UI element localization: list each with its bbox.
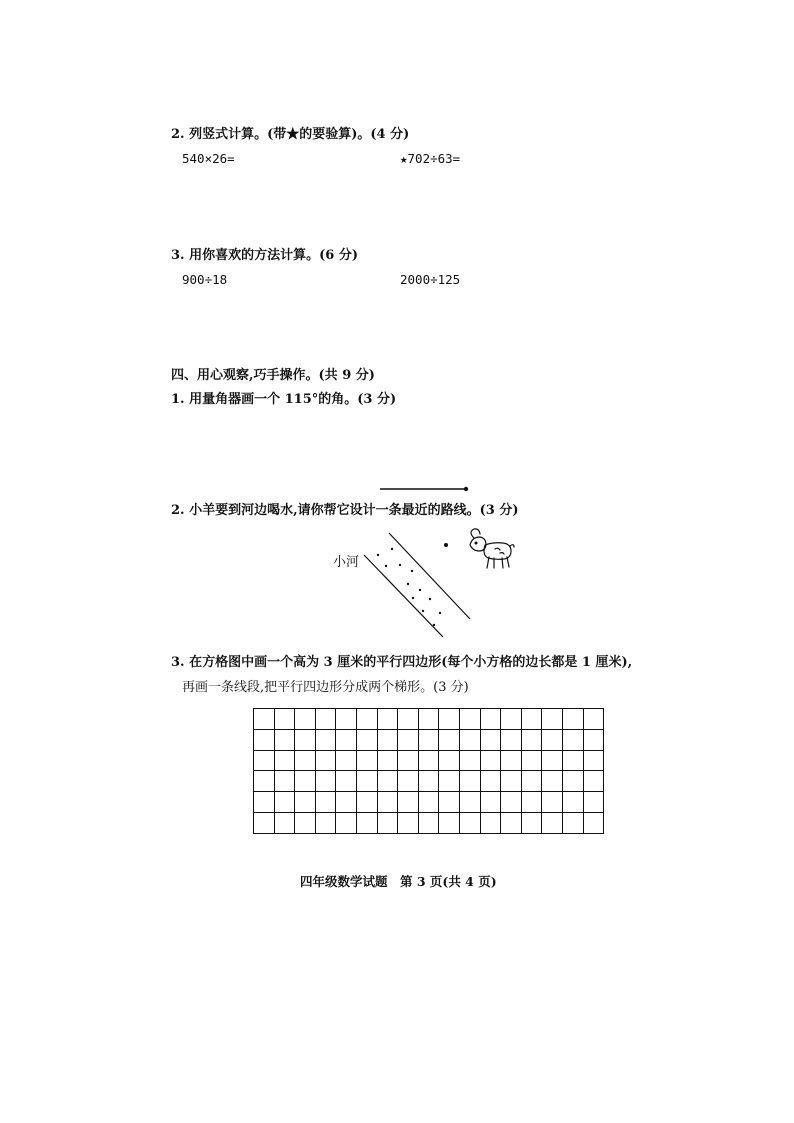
grid-row — [254, 750, 604, 771]
q3-grid-title-line-2: 再画一条线段,把平行四边形分成两个梯形。(3 分) — [182, 680, 469, 695]
grid-cell — [439, 771, 460, 792]
grid-cell — [583, 709, 604, 730]
grid-cell — [315, 750, 336, 771]
grid-cell — [501, 709, 522, 730]
grid-cell — [356, 750, 377, 771]
grid-cell — [439, 709, 460, 730]
grid-cell — [315, 771, 336, 792]
grid-cell — [254, 792, 275, 813]
grid-row — [254, 729, 604, 750]
grid-cell — [439, 750, 460, 771]
q3-calc-expr-1: 900÷18 — [182, 272, 228, 287]
grid-cell — [542, 750, 563, 771]
q3-grid-title-line-1: 3. 在方格图中画一个高为 3 厘米的平行四边形(每个小方格的边长都是 1 厘米), — [171, 655, 633, 670]
grid-cell — [418, 729, 439, 750]
river-water-dots — [377, 548, 441, 626]
grid-cell — [336, 812, 357, 833]
grid-cell — [356, 771, 377, 792]
grid-cell — [521, 729, 542, 750]
q3-calc-title: 3. 用你喜欢的方法计算。(6 分) — [171, 248, 358, 263]
q1-draw-title: 1. 用量角器画一个 115°的角。(3 分) — [171, 392, 397, 407]
grid-cell — [315, 709, 336, 730]
grid-cell — [480, 750, 501, 771]
grid-row — [254, 792, 604, 813]
grid-cell — [377, 792, 398, 813]
grid-cell — [542, 709, 563, 730]
grid-cell — [480, 792, 501, 813]
grid-cell — [418, 709, 439, 730]
grid-cell — [542, 812, 563, 833]
q2-calc-expr-1: 540×26= — [182, 151, 235, 166]
grid-cell — [583, 729, 604, 750]
grid-cell — [356, 709, 377, 730]
q2-calc-title: 2. 列竖式计算。(带★的要验算)。(4 分) — [171, 127, 410, 142]
grid-cell — [501, 750, 522, 771]
grid-cell — [583, 750, 604, 771]
grid-cell — [480, 729, 501, 750]
grid-cell — [398, 709, 419, 730]
grid-cell — [377, 771, 398, 792]
grid-cell — [274, 771, 295, 792]
grid-cell — [501, 771, 522, 792]
grid-cell — [254, 812, 275, 833]
grid-cell — [356, 792, 377, 813]
grid-cell — [521, 709, 542, 730]
grid-cell — [480, 812, 501, 833]
grid-cell — [459, 729, 480, 750]
grid-cell — [480, 771, 501, 792]
grid-cell — [521, 792, 542, 813]
goat-position-point — [444, 543, 448, 547]
grid-cell — [459, 792, 480, 813]
grid-cell — [377, 729, 398, 750]
grid-cell — [418, 750, 439, 771]
grid-cell — [459, 812, 480, 833]
grid-row — [254, 812, 604, 833]
goat-icon — [470, 529, 514, 568]
grid-cell — [377, 812, 398, 833]
grid-cell — [356, 729, 377, 750]
grid-cell — [315, 729, 336, 750]
grid-cell — [459, 709, 480, 730]
grid-cell — [315, 812, 336, 833]
grid-cell — [542, 792, 563, 813]
grid-cell — [336, 729, 357, 750]
grid-cell — [562, 729, 583, 750]
grid-cell — [398, 792, 419, 813]
grid-cell — [254, 709, 275, 730]
grid-cell — [295, 729, 316, 750]
grid-cell — [418, 812, 439, 833]
grid-cell — [562, 771, 583, 792]
grid-cell — [439, 792, 460, 813]
grid-cell — [254, 771, 275, 792]
grid-cell — [439, 729, 460, 750]
grid-cell — [254, 729, 275, 750]
grid-cell — [274, 812, 295, 833]
grid-cell — [542, 729, 563, 750]
page-footer: 四年级数学试题 第 3 页(共 4 页) — [300, 874, 497, 889]
grid-cell — [377, 709, 398, 730]
grid-table — [253, 708, 604, 834]
q3-calc-expr-2: 2000÷125 — [400, 272, 461, 287]
grid-cell — [377, 750, 398, 771]
grid-cell — [459, 750, 480, 771]
river-bank-left — [364, 555, 443, 637]
grid-cell — [315, 792, 336, 813]
grid-cell — [356, 812, 377, 833]
river-label: 小河 — [333, 555, 360, 570]
grid-cell — [562, 709, 583, 730]
grid-cell — [274, 750, 295, 771]
river-bank-right — [389, 533, 470, 619]
grid-cell — [398, 729, 419, 750]
grid-cell — [336, 750, 357, 771]
grid-cell — [295, 709, 316, 730]
grid-row — [254, 709, 604, 730]
grid-cell — [521, 771, 542, 792]
grid-cell — [274, 792, 295, 813]
grid-cell — [398, 812, 419, 833]
grid-cell — [501, 792, 522, 813]
grid-cell — [521, 812, 542, 833]
grid-cell — [562, 812, 583, 833]
grid-cell — [418, 771, 439, 792]
grid-cell — [583, 771, 604, 792]
grid-cell — [336, 709, 357, 730]
grid-cell — [439, 812, 460, 833]
grid-cell — [295, 771, 316, 792]
grid-cell — [459, 771, 480, 792]
grid-row — [254, 771, 604, 792]
q2-calc-expr-2: ★702÷63= — [400, 151, 461, 166]
grid-cell — [542, 771, 563, 792]
grid-cell — [274, 709, 295, 730]
grid-cell — [254, 750, 275, 771]
grid-cell — [562, 792, 583, 813]
grid-cell — [336, 792, 357, 813]
grid-cell — [583, 812, 604, 833]
square-grid — [253, 708, 604, 834]
grid-cell — [336, 771, 357, 792]
grid-cell — [521, 750, 542, 771]
grid-cell — [418, 792, 439, 813]
grid-cell — [501, 729, 522, 750]
grid-cell — [501, 812, 522, 833]
grid-cell — [274, 729, 295, 750]
grid-cell — [295, 812, 316, 833]
grid-cell — [398, 750, 419, 771]
grid-cell — [583, 792, 604, 813]
q2-goat-title: 2. 小羊要到河边喝水,请你帮它设计一条最近的路线。(3 分) — [171, 503, 519, 518]
grid-cell — [295, 792, 316, 813]
grid-cell — [398, 771, 419, 792]
grid-cell — [480, 709, 501, 730]
grid-cell — [295, 750, 316, 771]
grid-cell — [562, 750, 583, 771]
section-4-title: 四、用心观察,巧手操作。(共 9 分) — [171, 368, 375, 383]
